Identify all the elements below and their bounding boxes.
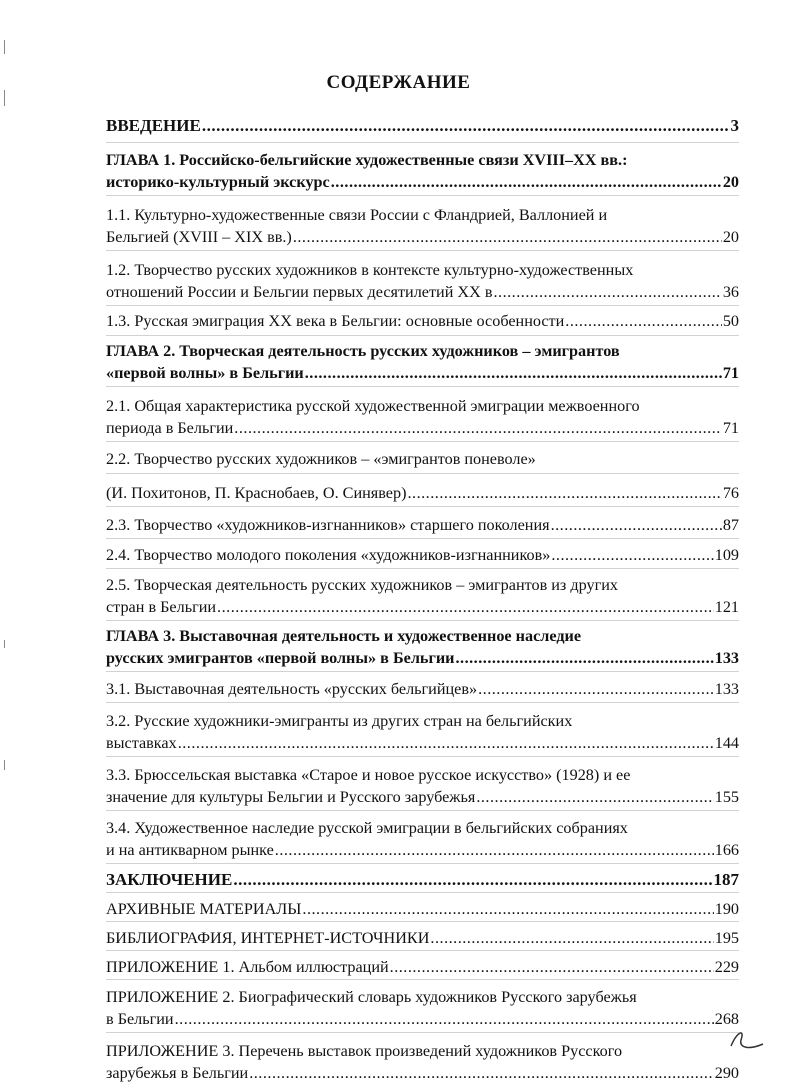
toc-entry-appendix-3[interactable] [106, 1033, 739, 1087]
toc-entry-title: 3.4. Художественное наследие русской эмиграции в бельгийских собраниях [106, 819, 628, 837]
toc-leader-dots [455, 647, 713, 669]
toc-entry-title: периода в Бельгии [106, 419, 234, 437]
toc-entry-section-2-1[interactable] [106, 387, 739, 442]
toc-entry-title: в Бельгии [106, 1010, 174, 1028]
toc-entry-title: и на антикварном рынке [106, 841, 274, 859]
toc-entry-title: историко-культурный экскурс [106, 173, 330, 191]
toc-entry-title: значение для культуры Бельгии и Русского зарубежья [106, 788, 476, 806]
toc-page-number: 195 [714, 929, 739, 947]
toc-entry-title: 1.1. Культурно-художественные связи России с Фландрией, Валлонией и [106, 206, 608, 224]
toc-page-number: 76 [722, 484, 739, 502]
toc-entry-section-2-5[interactable] [106, 569, 739, 621]
toc-entry-chapter-1[interactable] [106, 143, 739, 196]
toc-entry-section-3-2[interactable] [106, 703, 739, 757]
scan-margin-marks [4, 0, 10, 1062]
toc-entry-title: 1.3. Русская эмиграция XX века в Бельгии: основные особенности [106, 312, 565, 330]
toc-leader-dots [565, 310, 722, 332]
toc-entry-section-3-4[interactable] [106, 811, 739, 864]
toc-leader-dots [175, 1008, 714, 1030]
toc-leader-dots [493, 281, 721, 303]
toc-page-number: 50 [722, 312, 739, 330]
toc-entry-title: (И. Похитонов, П. Краснобаев, О. Синявер) [106, 484, 407, 502]
toc-page-number: 190 [714, 900, 739, 918]
toc-entry-section-2-2[interactable] [106, 442, 739, 474]
toc-leader-dots [390, 956, 714, 978]
toc-entry-archives[interactable] [106, 893, 739, 922]
toc-entry-title: 2.2. Творчество русских художников – «эмигрантов поневоле» [106, 450, 536, 468]
toc-entry-bibliography[interactable] [106, 922, 739, 951]
toc-entry-title: «первой волны» в Бельгии [106, 364, 304, 382]
toc-page-number: 71 [722, 419, 739, 437]
toc-page-number: 71 [722, 364, 739, 382]
toc-entry-title: 2.3. Творчество «художников-изгнанников» старшего поколения [106, 516, 550, 534]
toc-entry-section-2-2-continued[interactable] [106, 474, 739, 507]
toc-entry-section-3-1[interactable] [106, 672, 739, 703]
page-title: СОДЕРЖАНИЕ [326, 72, 471, 93]
toc-entry-title: Бельгией (XVIII – XIX вв.) [106, 228, 292, 246]
toc-page-number: 133 [714, 649, 739, 667]
toc-entry-title: 3.1. Выставочная деятельность «русских бельгийцев» [106, 680, 478, 698]
toc-entry-title: ГЛАВА 3. Выставочная деятельность и художественное наследие [106, 627, 582, 645]
toc-page-number: 3 [730, 116, 739, 135]
toc-leader-dots [331, 171, 722, 193]
toc-entry-section-1-2[interactable] [106, 251, 739, 306]
toc-page-number: 290 [714, 1064, 739, 1082]
toc-entry-title: 2.4. Творчество молодого поколения «художников-изгнанников» [106, 546, 551, 564]
toc-entry-title: ГЛАВА 1. Российско-бельгийские художественные связи XVIII–XX вв.: [106, 151, 628, 169]
toc-entry-section-2-3[interactable] [106, 507, 739, 539]
toc-entry-title: ГЛАВА 2. Творческая деятельность русских художников – эмигрантов [106, 342, 620, 360]
toc-entry-title: ПРИЛОЖЕНИЕ 2. Биографический словарь художников Русского зарубежья [106, 988, 637, 1006]
toc-entry-title: 2.1. Общая характеристика русской художественной эмиграции межвоенного [106, 397, 640, 415]
toc-leader-dots [178, 732, 714, 754]
toc-leader-dots [551, 544, 713, 566]
toc-page-number: 20 [722, 228, 739, 246]
toc-entry-section-3-3[interactable] [106, 757, 739, 811]
toc-entry-title: 2.5. Творческая деятельность русских художников – эмигрантов из других [106, 576, 618, 594]
toc-entry-title: ВВЕДЕНИЕ [106, 116, 201, 135]
toc-page-number: 133 [714, 680, 739, 698]
toc-leader-dots [202, 115, 730, 137]
toc-entry-introduction[interactable] [106, 115, 739, 143]
toc-entry-title: русских эмигрантов «первой волны» в Бельгии [106, 649, 455, 667]
toc-entry-appendix-2[interactable] [106, 980, 739, 1033]
toc-entry-title: ЗАКЛЮЧЕНИЕ [106, 870, 233, 889]
toc-leader-dots [249, 1062, 714, 1084]
toc-leader-dots [476, 786, 713, 808]
toc-page-number: 155 [714, 788, 739, 806]
toc-entry-appendix-1[interactable] [106, 951, 739, 980]
toc-page-number: 109 [714, 546, 739, 564]
toc-leader-dots [551, 514, 722, 536]
toc-leader-dots [275, 839, 714, 861]
toc-entry-section-1-1[interactable] [106, 196, 739, 251]
toc-leader-dots [478, 678, 714, 700]
toc-entry-title: ПРИЛОЖЕНИЕ 3. Перечень выставок произведений художников Русского [106, 1042, 623, 1060]
toc-page-number: 87 [722, 516, 739, 534]
toc-page-number: 187 [713, 870, 739, 889]
toc-entry-chapter-2[interactable] [106, 336, 739, 387]
table-of-contents [106, 115, 739, 1087]
toc-entry-title: выставках [106, 734, 177, 752]
toc-leader-dots [407, 482, 721, 504]
toc-entry-conclusion[interactable] [106, 864, 739, 893]
toc-page-number: 229 [714, 958, 739, 976]
toc-entry-chapter-3[interactable] [106, 621, 739, 672]
toc-leader-dots [293, 226, 722, 248]
toc-page-number: 121 [714, 598, 739, 616]
toc-entry-title: 3.2. Русские художники-эмигранты из других стран на бельгийских [106, 712, 573, 730]
toc-page-number: 36 [722, 283, 739, 301]
toc-entry-title: отношений России и Бельгии первых десятилетий XX в [106, 283, 493, 301]
toc-entry-title: зарубежья в Бельгии [106, 1064, 249, 1082]
toc-entry-title: 1.2. Творчество русских художников в контексте культурно-художественных [106, 261, 634, 279]
toc-page-number: 144 [714, 734, 739, 752]
toc-leader-dots [217, 596, 714, 618]
toc-page-number: 166 [714, 841, 739, 859]
toc-entry-title: АРХИВНЫЕ МАТЕРИАЛЫ [106, 900, 302, 918]
toc-page-number: 268 [714, 1010, 739, 1028]
toc-entry-section-1-3[interactable] [106, 306, 739, 336]
toc-entry-title: стран в Бельгии [106, 598, 217, 616]
toc-entry-section-2-4[interactable] [106, 539, 739, 569]
toc-leader-dots [302, 898, 713, 920]
toc-leader-dots [305, 362, 722, 384]
handwritten-mark-icon [723, 1024, 769, 1054]
toc-entry-title: ПРИЛОЖЕНИЕ 1. Альбом иллюстраций [106, 958, 389, 976]
toc-leader-dots [233, 869, 712, 891]
toc-entry-title: 3.3. Брюссельская выставка «Старое и новое русское искусство» (1928) и ее [106, 766, 631, 784]
toc-entry-title: БИБЛИОГРАФИЯ, ИНТЕРНЕТ-ИСТОЧНИКИ [106, 929, 430, 947]
toc-leader-dots [234, 417, 722, 439]
toc-page-number: 20 [722, 173, 739, 191]
toc-leader-dots [430, 927, 713, 949]
